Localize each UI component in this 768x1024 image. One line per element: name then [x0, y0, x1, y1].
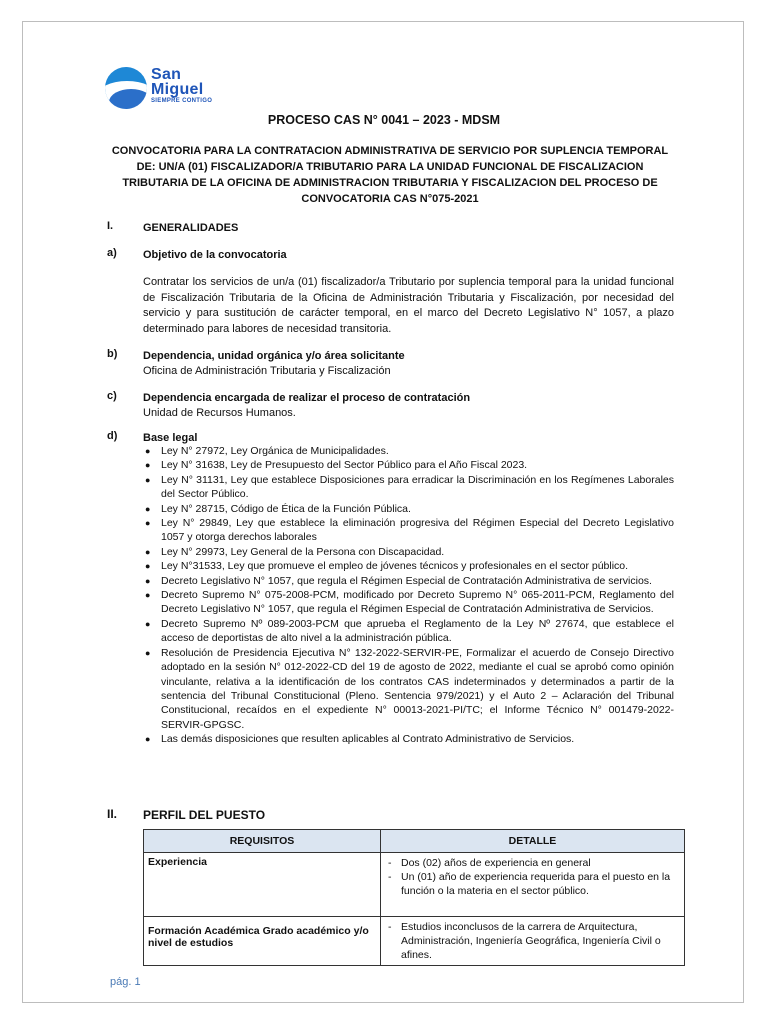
item-b-heading: Dependencia, unidad orgánica y/o área solicitante: [143, 350, 405, 362]
list-item: ● Ley N° 29849, Ley que establece la eliminación progresiva del Régimen Especial del Decreto Legislativo 1057 y otorga derechos laborales: [145, 517, 674, 544]
list-item: - Dos (02) años de experiencia en general: [388, 857, 591, 869]
list-item: ● Decreto Legislativo N° 1057, que regula el Régimen Especial de Contratación Administrativa de servicios.: [145, 574, 652, 587]
page-number: pág. 1: [110, 976, 141, 988]
list-item: - Un (01) año de experiencia requerida para el puesto en la función o la materia en el sector público.: [388, 871, 671, 897]
table-row: [144, 917, 685, 966]
document-subtitle: CONVOCATORIA PARA LA CONTRATACION ADMINISTRATIVA DE SERVICIO POR SUPLENCIA TEMPORAL DE: UN/A (01) FISCALIZADOR/A TRIBUTARIO PARA LA UNIDAD FUNCIONAL DE FISCALIZACION TRIBUTARIA DE LA OFICINA DE ADMINISTRACION TRIBUTARIA Y FISCALIZACION DEL PROCESO DE CONVOCATORIA CAS N°075-2021: [111, 145, 669, 205]
section-1-title: GENERALIDADES: [143, 222, 239, 234]
item-c-text: Unidad de Recursos Humanos.: [143, 407, 296, 419]
table-cell-requirement: Experiencia: [144, 853, 381, 917]
table-cell-detail: [381, 917, 685, 966]
table-row: [144, 853, 685, 917]
list-item: ● Decreto Supremo Nº 089-2003-PCM que aprueba el Reglamento de la Ley Nº 27674, que establece el acceso de deportistas de alto nivel a la administración pública.: [145, 617, 674, 645]
list-item: ● Ley N° 31638, Ley de Presupuesto del Sector Público para el Año Fiscal 2023.: [145, 459, 528, 472]
table-cell-detail: [381, 853, 685, 917]
list-item: ● Decreto Supremo N° 075-2008-PCM, modificado por Decreto Supremo N° 065-2011-PCM, Reglamento del Decreto Legislativo N° 1057, que regula el Régimen Especial de Contratación Administrativa de Servicios.: [145, 589, 674, 616]
logo-slogan: SIEMPRE CONTIGO: [151, 98, 213, 104]
section-2-number: II.: [107, 807, 118, 821]
item-c-heading: Dependencia encargada de realizar el proceso de contratación: [143, 392, 471, 404]
legal-basis-list: [143, 444, 674, 747]
municipality-logo: [105, 65, 225, 111]
item-d-heading: Base legal: [143, 432, 198, 444]
logo-name: San Miguel: [151, 66, 204, 98]
item-a-heading: Objetivo de la convocatoria: [143, 249, 287, 261]
list-item: ● Ley N° 27972, Ley Orgánica de Municipalidades.: [145, 445, 389, 457]
job-profile-table: [143, 829, 685, 966]
item-a-letter: a): [107, 247, 117, 259]
table-header-requisitos: REQUISITOS: [144, 830, 381, 853]
table-header-detalle: DETALLE: [381, 830, 685, 853]
item-b-text: Oficina de Administración Tributaria y Fiscalización: [143, 365, 391, 377]
list-item: ● Resolución de Presidencia Ejecutiva N° 132-2022-SERVIR-PE, Formalizar el acuerdo de Consejo Directivo adoptado en la sesión N° 012-2022-CD del 19 de agosto de 2022, mediante el cual se aprobó como opinión vinculante, relativa a la identificación de los contratos CAS indeterminados y determinados a partir de la sentencia del Tribunal Constitucional (Pleno. Sentencia 979/2021) y el Auto 2 – Aclaración del Tribunal Constitucional, recaídos en el expediente N° 00013-2021-PI/TC; el Informe Técnico N° 001479-2022-SERVIR-GPGSC.: [145, 646, 674, 731]
section-1-number: I.: [107, 220, 114, 232]
document-title: PROCESO CAS N° 0041 – 2023 - MDSM: [267, 113, 501, 127]
item-a-text: Contratar los servicios de un/a (01) fiscalizador/a Tributario por suplencia temporal para la unidad funcional de Fiscalización Tributaria de la Oficina de Administración Tributaria y Fiscalización, por necesidad del servicio y para sustitución de carácter temporal, en el marco del Decreto Legislativo N° 1057, a plazo determinado para labores de necesidad transitoria.: [143, 276, 674, 335]
section-2-title: PERFIL DEL PUESTO: [143, 808, 266, 822]
list-item: ● Las demás disposiciones que resulten aplicables al Contrato Administrativo de Servicios.: [145, 733, 575, 746]
table-cell-requirement: Formación Académica Grado académico y/o nivel de estudios: [144, 917, 381, 966]
item-b-letter: b): [107, 348, 118, 360]
list-item: ● Ley N° 28715, Código de Ética de la Función Pública.: [145, 502, 411, 515]
item-d-letter: d): [107, 430, 118, 442]
list-item: - Estudios inconclusos de la carrera de Arquitectura, Administración, Ingeniería Geográfica, Ingeniería Civil o afines.: [388, 921, 661, 961]
logo-wave-icon: [105, 67, 147, 109]
item-c-letter: c): [107, 390, 117, 402]
list-item: ● Ley N°31533, Ley que promueve el empleo de jóvenes técnicos y profesionales en el sector público.: [145, 560, 629, 573]
list-item: ● Ley N° 31131, Ley que establece Disposiciones para erradicar la Discriminación en los Regímenes Laborales del Sector Público.: [145, 473, 674, 501]
list-item: ● Ley N° 29973, Ley General de la Persona con Discapacidad.: [145, 545, 445, 558]
